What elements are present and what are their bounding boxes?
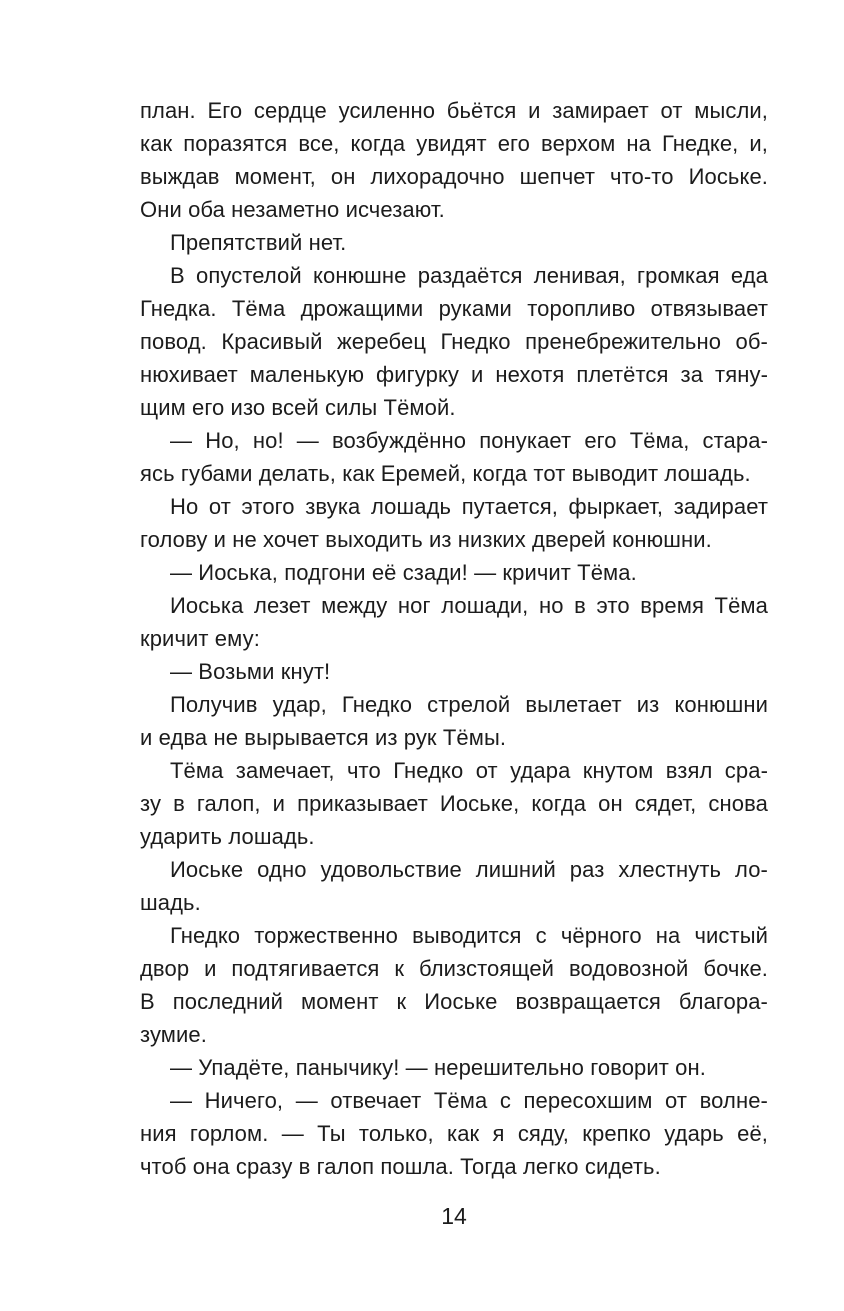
text-line: кричит ему:: [140, 626, 260, 651]
text-line: чтоб она сразу в галоп пошла. Тогда легко сидеть.: [140, 1154, 661, 1179]
paragraph: [140, 853, 768, 919]
text-line: щим его изо всей силы Тёмой.: [140, 395, 456, 420]
paragraph: [140, 688, 768, 754]
text-line: Гнедка. Тёма дрожащими руками торопливо отвязывает: [140, 296, 768, 321]
page-text: [140, 94, 768, 1183]
text-line: ния горлом. — Ты только, как я сяду, крепко ударь её,: [140, 1121, 768, 1146]
text-line: зумие.: [140, 1022, 207, 1047]
text-line: голову и не хочет выходить из низких дверей конюшни.: [140, 527, 712, 552]
paragraph: [140, 259, 768, 424]
text-line: — Но, но! — возбуждённо понукает его Тёма, стара-: [170, 428, 768, 453]
paragraph: [140, 490, 768, 556]
paragraph: [140, 754, 768, 853]
text-line: Препятствий нет.: [170, 230, 347, 255]
paragraph: [140, 589, 768, 655]
text-line: ударить лошадь.: [140, 824, 315, 849]
text-line: — Ничего, — отвечает Тёма с пересохшим от волне-: [170, 1088, 768, 1113]
text-line: Но от этого звука лошадь путается, фыркает, задирает: [170, 494, 768, 519]
text-line: ясь губами делать, как Еремей, когда тот выводит лошадь.: [140, 461, 751, 486]
text-line: — Иоська, подгони её сзади! — кричит Тёма.: [170, 560, 637, 585]
text-line: Получив удар, Гнедко стрелой вылетает из конюшни: [170, 692, 768, 717]
text-line: Они оба незаметно исчезают.: [140, 197, 445, 222]
text-line: В опустелой конюшне раздаётся ленивая, громкая еда: [170, 263, 768, 288]
text-line: как поразятся все, когда увидят его верхом на Гнедке, и,: [140, 131, 768, 156]
paragraph: [140, 1051, 768, 1084]
paragraph: [140, 226, 768, 259]
text-line: повод. Красивый жеребец Гнедко пренебрежительно об-: [140, 329, 768, 354]
text-line: и едва не вырывается из рук Тёмы.: [140, 725, 507, 750]
text-line: шадь.: [140, 890, 201, 915]
paragraph: [140, 556, 768, 589]
paragraph: [140, 94, 768, 226]
text-line: выждав момент, он лихорадочно шепчет что-то Иоське.: [140, 164, 768, 189]
text-line: — Упадёте, панычику! — нерешительно говорит он.: [170, 1055, 706, 1080]
text-line: нюхивает маленькую фигурку и нехотя плетётся за тяну-: [140, 362, 768, 387]
text-line: В последний момент к Иоське возвращается благора-: [140, 989, 768, 1014]
text-line: Иоська лезет между ног лошади, но в это время Тёма: [170, 593, 768, 618]
text-line: Иоське одно удовольствие лишний раз хлестнуть ло-: [170, 857, 768, 882]
text-line: двор и подтягивается к близстоящей водовозной бочке.: [140, 956, 768, 981]
text-line: план. Его сердце усиленно бьётся и замирает от мысли,: [140, 98, 768, 123]
paragraph: [140, 919, 768, 1051]
text-line: зу в галоп, и приказывает Иоське, когда он сядет, снова: [140, 791, 768, 816]
paragraph: [140, 424, 768, 490]
text-line: Тёма замечает, что Гнедко от удара кнутом взял сра-: [170, 758, 768, 783]
text-line: Гнедко торжественно выводится с чёрного на чистый: [170, 923, 768, 948]
page-number: 14: [441, 1203, 467, 1229]
paragraph: [140, 1084, 768, 1183]
paragraph: [140, 655, 768, 688]
text-line: — Возьми кнут!: [170, 659, 331, 684]
